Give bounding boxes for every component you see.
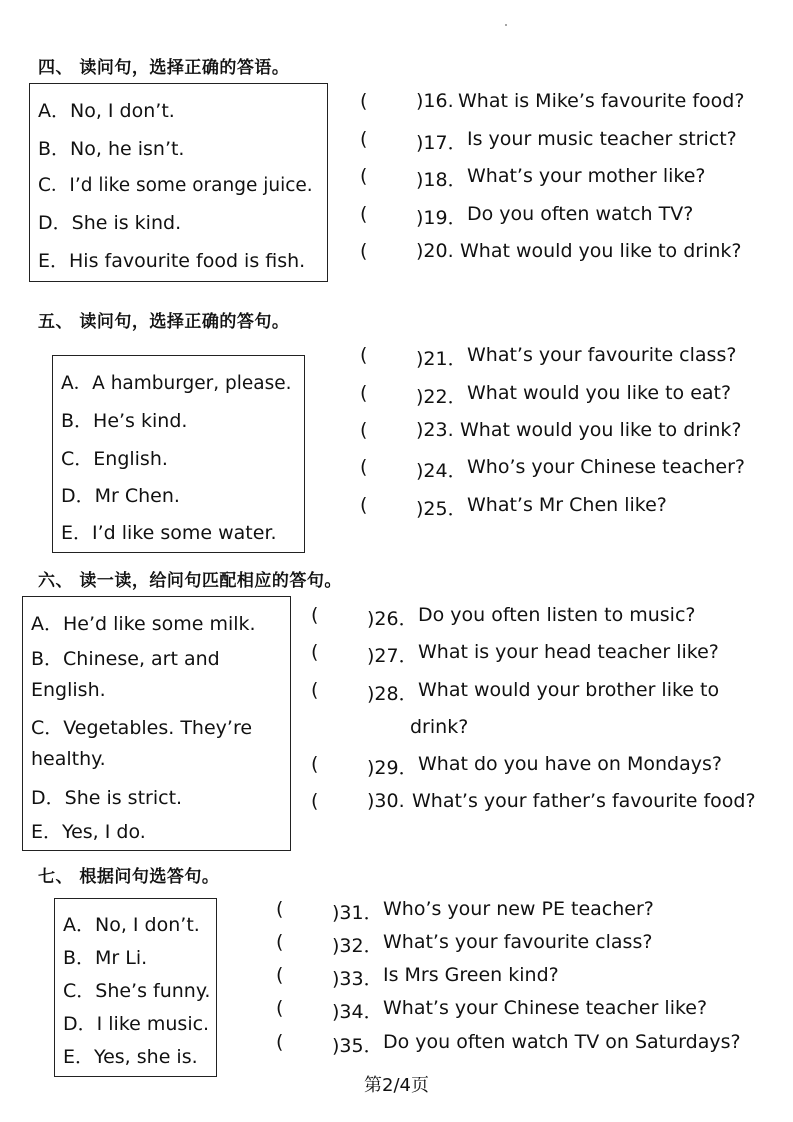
answer-blank-open[interactable]: ( (311, 641, 319, 663)
answer-blank-open[interactable]: ( (276, 1031, 284, 1053)
option-b: B．He’s kind. (61, 410, 188, 432)
page-number-footer: 第2/4页 (364, 1075, 429, 1096)
option-a: A．He’d like some milk. (31, 613, 256, 635)
answer-blank-open[interactable]: ( (360, 494, 368, 516)
option-c: C．Vegetables. They’re (31, 717, 253, 739)
section-5-heading: 五、 读问句，选择正确的答句。 (38, 312, 290, 332)
answer-blank-open[interactable]: ( (360, 456, 368, 478)
option-d: D．Mr Chen. (61, 485, 180, 507)
answer-blank-open[interactable]: ( (360, 382, 368, 404)
option-c-continued: healthy. (31, 748, 106, 770)
answer-blank-open[interactable]: ( (276, 931, 284, 953)
option-b: B．Chinese, art and (31, 648, 220, 670)
option-c: C．English. (61, 448, 168, 470)
answer-blank-open[interactable]: ( (360, 203, 368, 225)
answer-blank-open[interactable]: ( (360, 419, 368, 441)
option-a: A．No, I don’t. (63, 914, 200, 936)
answer-blank-open[interactable]: ( (360, 128, 368, 150)
scan-speck (505, 24, 507, 26)
option-c: C．I’d like some orange juice. (38, 175, 313, 196)
answer-blank-open[interactable]: ( (360, 344, 368, 366)
answer-blank-open[interactable]: ( (360, 240, 368, 262)
section-7-heading: 七、 根据问句选答句。 (38, 867, 220, 887)
section-5-options-box (52, 355, 305, 553)
answer-blank-open[interactable]: ( (360, 90, 368, 112)
option-a: A．No, I don’t. (38, 100, 175, 122)
section-7-options-box (54, 898, 217, 1077)
option-e: E．His favourite food is fish. (38, 250, 306, 272)
option-e: E．Yes, she is. (63, 1046, 198, 1068)
answer-blank-open[interactable]: ( (311, 753, 319, 775)
section-4-heading: 四、 读问句，选择正确的答语。 (38, 58, 290, 78)
answer-blank-open[interactable]: ( (311, 679, 319, 701)
option-d: D．I like music. (63, 1013, 210, 1035)
option-b-continued: English. (31, 679, 106, 701)
option-b: B．Mr Li. (63, 947, 148, 969)
option-d: D．She is kind. (38, 212, 182, 234)
option-a: A．A hamburger, please. (61, 373, 292, 394)
answer-blank-open[interactable]: ( (276, 964, 284, 986)
section-6-heading: 六、 读一读，给问句匹配相应的答句。 (38, 571, 342, 591)
answer-blank-open[interactable]: ( (276, 997, 284, 1019)
answer-blank-open[interactable]: ( (276, 898, 284, 920)
option-e: E．I’d like some water. (61, 522, 277, 544)
answer-blank-open[interactable]: ( (360, 165, 368, 187)
option-d: D．She is strict. (31, 787, 183, 809)
option-e: E．Yes, I do. (31, 821, 146, 843)
option-c: C．She’s funny. (63, 980, 211, 1002)
answer-blank-open[interactable]: ( (311, 604, 319, 626)
section-6-options-box (22, 596, 291, 851)
section-4-options-box (29, 83, 328, 282)
answer-blank-open[interactable]: ( (311, 790, 319, 812)
option-b: B．No, he isn’t. (38, 138, 185, 160)
